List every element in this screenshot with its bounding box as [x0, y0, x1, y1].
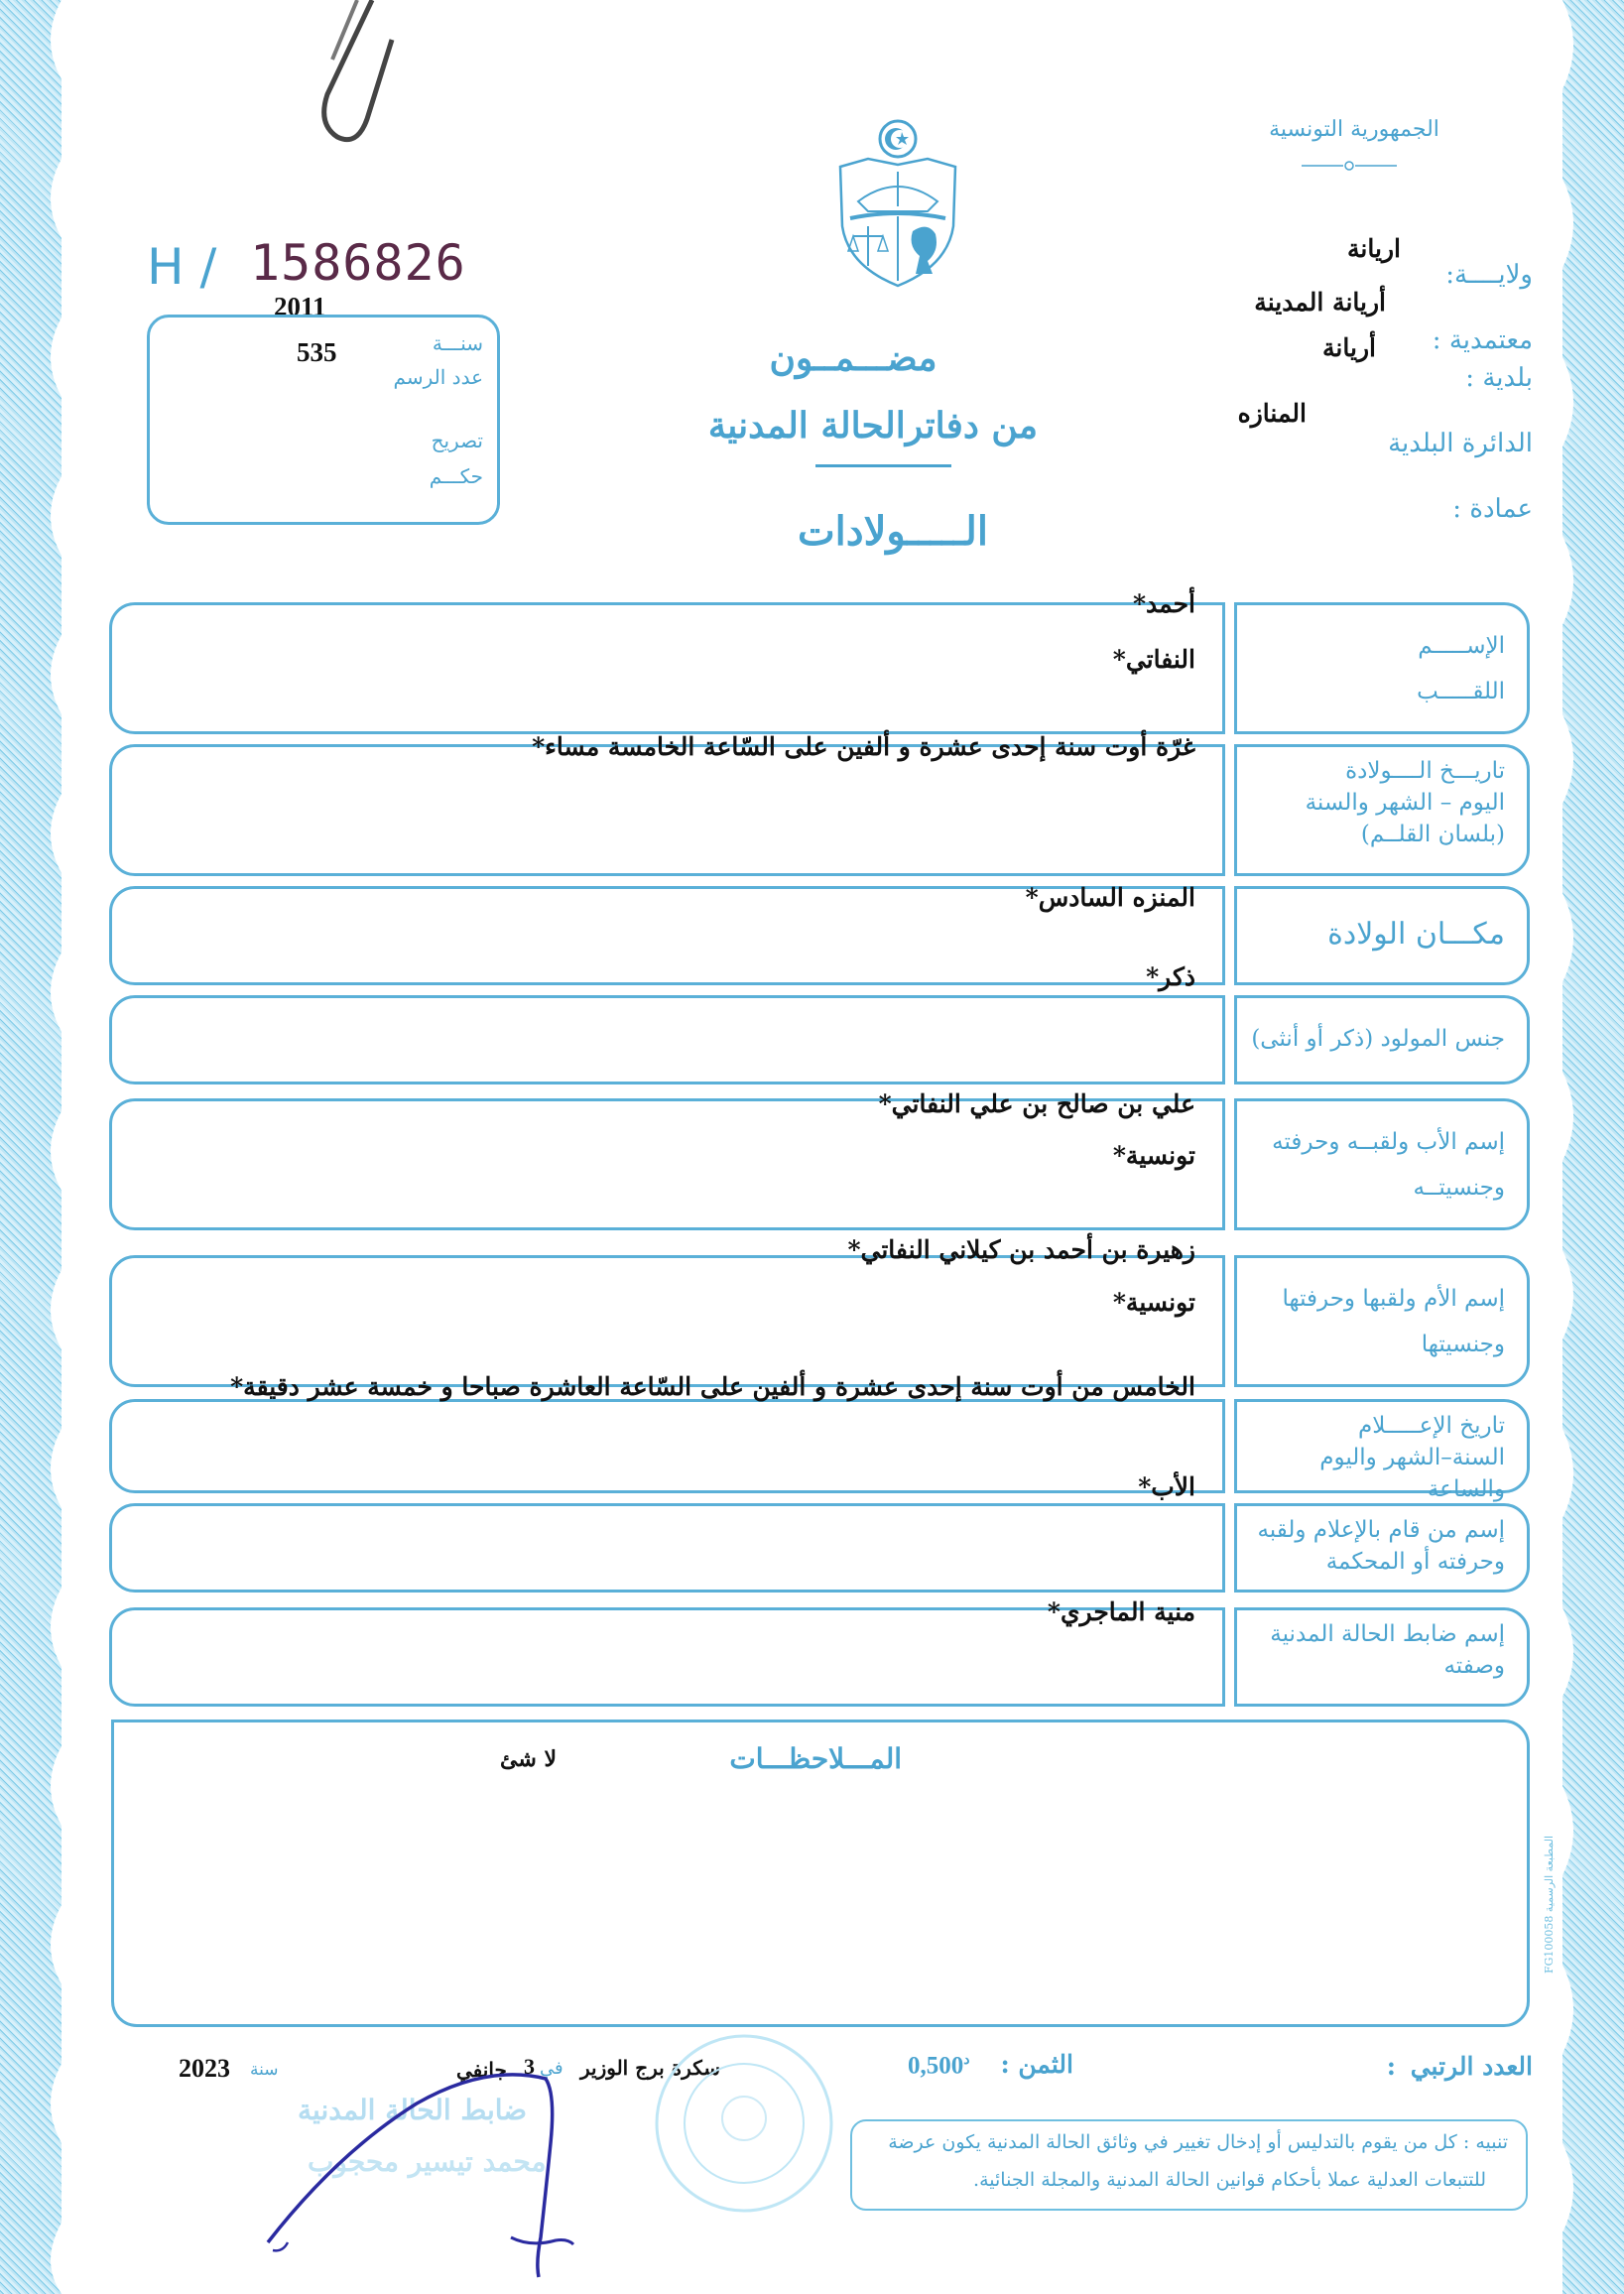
field-label-line: وحرفته أو المحكمة: [1325, 1549, 1505, 1575]
field-label-line: وجنسيتها: [1421, 1332, 1505, 1357]
field-label-box: [1234, 886, 1530, 985]
registry-year-value: 2011: [274, 292, 326, 321]
field-label-line: إسم الأم ولقبها وحرفتها: [1282, 1286, 1505, 1312]
field-label-line: (بلسان القلــم): [1360, 822, 1505, 847]
field-label-box: [1234, 1503, 1530, 1593]
field-label-line: وجنسيتــه: [1413, 1175, 1505, 1201]
field-label-box: [1234, 1098, 1530, 1230]
price-value: [908, 2052, 969, 2080]
field-value-box: [109, 602, 1225, 734]
field-label-line: اليوم – الشهر والسنة: [1305, 790, 1505, 816]
issue-place: سكرة برج الوزير: [580, 2056, 720, 2080]
paper-clip: [288, 0, 397, 149]
warning-line-2: للتتبعات العدلية عملا بأحكام قوانين الحالة المدنية والمجلة الجنائية.: [973, 2169, 1486, 2191]
field-label-line: وصفته: [1443, 1653, 1505, 1679]
price-label: الثمن :: [1000, 2050, 1073, 2079]
coat-of-arms-emblem: [828, 117, 967, 291]
field-label-line: اللقـــــب: [1417, 679, 1505, 704]
issue-month: جانفي: [456, 2058, 507, 2082]
baladiya-label: بلدية :: [1465, 363, 1533, 393]
printer-mark: [1543, 1836, 1566, 2014]
issue-day: 3: [524, 2054, 535, 2079]
field-label-box: [1234, 1399, 1530, 1502]
daira-value: المنازه: [1237, 399, 1307, 428]
warning-line-1: تنبيه : كل من يقوم بالتدليس أو إدخال تغيير في وثائق الحالة المدنية يكون عرضة: [888, 2131, 1508, 2153]
serial-number: 1586826: [250, 234, 466, 292]
field-value-text: النفاتي*: [1112, 645, 1195, 674]
field-label-line: مكـــان الولادة: [1327, 917, 1505, 952]
field-value-text: الأب*: [1138, 1472, 1195, 1501]
field-label-line: تاريـــخ الــــولادة: [1345, 758, 1505, 784]
field-value-box: [109, 1255, 1225, 1387]
header-ornament: [1300, 159, 1399, 173]
field-label-line: السنة–الشهر واليوم والساعة: [1319, 1445, 1505, 1502]
registry-box: [147, 315, 500, 525]
registry-year-label: سنـــة: [432, 331, 483, 355]
registry-act-number-value: 535: [297, 337, 337, 367]
registry-judgment-label: حكـــم: [429, 464, 483, 488]
wilaya-value: اريانة: [1347, 234, 1401, 263]
issue-in: في: [540, 2058, 563, 2079]
field-value-text: تونسية*: [1112, 1141, 1195, 1170]
remarks-value: لا شئ: [500, 1746, 557, 1772]
baladiya-value: أريانة: [1322, 333, 1376, 362]
field-label-box: [1234, 744, 1530, 876]
field-value-text: تونسية*: [1112, 1288, 1195, 1317]
field-value-text: المنزه السادس*: [1025, 883, 1195, 912]
imada-label: عمادة :: [1452, 494, 1533, 524]
field-value-text: علي بن صالح بن علي النفاتي*: [878, 1089, 1195, 1118]
wilaya-label: ولايــــة:: [1445, 260, 1533, 290]
field-label-box: [1234, 1607, 1530, 1707]
field-value-box: [109, 1503, 1225, 1593]
registry-declaration-label: تصريح: [431, 429, 483, 452]
field-value-text: زهيرة بن أحمد بن كيلاني النفاتي*: [847, 1235, 1195, 1264]
legal-warning-box: [850, 2119, 1528, 2211]
registry-act-number-label: عدد الرسم: [393, 365, 483, 389]
field-value-text: منية الماجري*: [1047, 1597, 1195, 1626]
field-value-text: غرّة أوت سنة إحدى عشرة و ألفين على السّاعة الخامسة مساء*: [532, 732, 1195, 761]
field-label-line: إسم من قام بالإعلام ولقبه: [1257, 1517, 1505, 1543]
title-underline: [815, 464, 951, 467]
printer-mark-text: المطبعة الرسمية FG100058: [1543, 1836, 1556, 1974]
officer-stamp-line-2: محمد تيسير محجوب: [308, 2145, 547, 2178]
field-value-box: [109, 744, 1225, 876]
mutamadiya-label: معتمدية :: [1432, 325, 1533, 355]
serial-order-label: العدد الرتبي: [1410, 2052, 1533, 2081]
title-line-2: من دفاترالحالة المدنية: [707, 405, 1039, 446]
field-label-line: الإســـــم: [1418, 633, 1505, 659]
field-label-line: تاريخ الإعـــــلام: [1358, 1413, 1505, 1439]
field-value-text: ذكر*: [1146, 962, 1195, 991]
field-label-line: إسم ضابط الحالة المدنية: [1270, 1621, 1505, 1647]
title-line-3: الـــــولادات: [798, 508, 988, 555]
mutamadiya-value: أريانة المدينة: [1254, 288, 1386, 317]
field-label-box: [1234, 602, 1530, 734]
serial-order-colon: :: [1386, 2052, 1396, 2081]
field-label-box: [1234, 995, 1530, 1084]
field-label-line: إسم الأب ولقبــه وحرفته: [1272, 1129, 1505, 1155]
official-round-stamp: [635, 2024, 853, 2223]
price-amount: 0,500: [908, 2052, 964, 2080]
field-value-box: [109, 995, 1225, 1084]
republic-title: الجمهورية التونسية: [1269, 117, 1439, 142]
remarks-label: المـــلاحظـــات: [729, 1742, 902, 1775]
daira-label: الدائرة البلدية: [1388, 429, 1533, 458]
remarks-box: [111, 1720, 1530, 2027]
field-label-box: [1234, 1255, 1530, 1387]
serial-prefix: H /: [147, 238, 217, 296]
issue-year-label: سنة: [250, 2060, 279, 2080]
field-value-text: أحمد*: [1132, 589, 1195, 618]
handwritten-signature: [258, 2064, 615, 2294]
price-unit: د: [963, 2053, 970, 2068]
field-value-box: [109, 1399, 1225, 1493]
officer-stamp-line-1: ضابط الحالة المدنية: [298, 2094, 528, 2126]
issue-year-value: 2023: [179, 2054, 230, 2083]
field-value-text: الخامس من أوت سنة إحدى عشرة و ألفين على السّاعة العاشرة صباحا و خمسة عشر دقيقة*: [230, 1372, 1195, 1401]
title-line-1: مضـــمــون: [769, 337, 937, 379]
field-label-line: جنس المولود (ذكر أو أنثى): [1251, 1026, 1505, 1052]
